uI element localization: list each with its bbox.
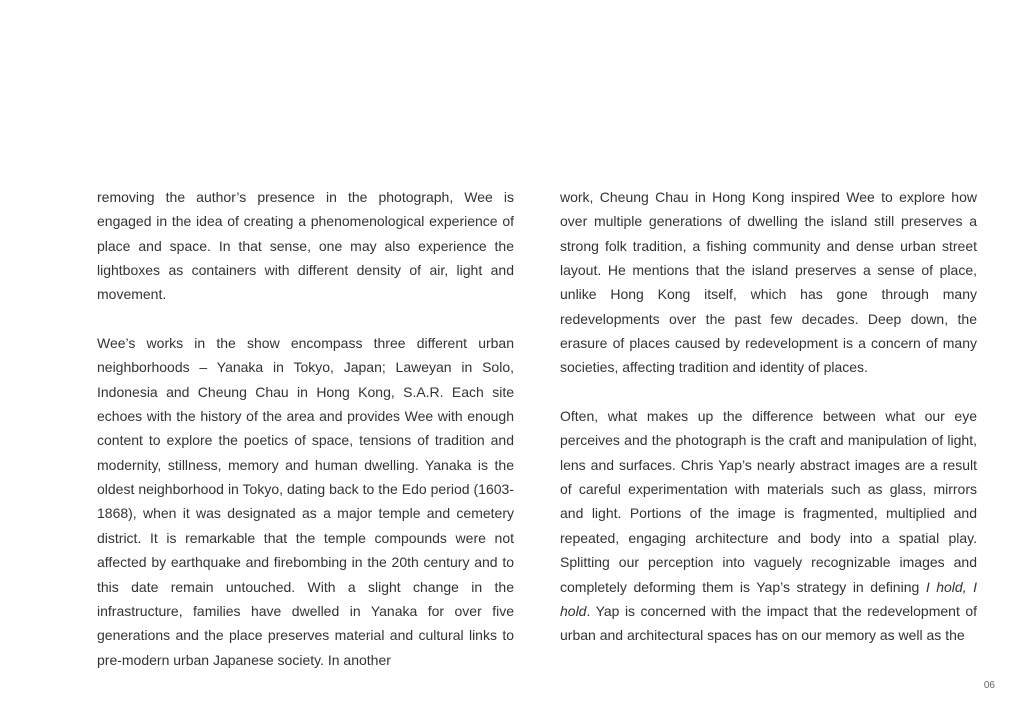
artwork-title: I hold, I hold — [560, 578, 977, 619]
paragraph-neighborhoods: Wee’s works in the show encompass three different urban neighborhoods – Yanaka in Tokyo, Japan; Laweyan in Solo, Indonesia and Cheung Chau in Hong Kong, S.A.R. Each site echoes with the history of the area and provides Wee with enough content to explore the poetics of space, tensions of tradition and modernity, stillness, memory and human dwelling. Yanaka is the oldest neighborhood in Tokyo, dating back to the Edo period (1603-1868), when it was designated as a major temple and cemetery district. It is remarkable that the temple compounds were not affected by earthquake and firebombing in the 20th century and to this date remain untouched. With a slight change in the infrastructure, families have dwelled in Yanaka for over five generations and the place preserves material and cultural links to pre-modern urban Japanese society. In another — [97, 335, 514, 668]
left-column — [97, 185, 514, 672]
paragraph-spacer — [97, 307, 514, 331]
text-run: Often, what makes up the difference between what our eye perceives and the photograph is the craft and manipulation of light, lens and surfaces. Chris Yap’s nearly abstract images are a result of careful experimentation with materials such as glass, mirrors and light. Portions of the image is fragmented, multiplied and repeated, engaging architecture and body into a spatial play. Splitting our perception into vaguely recognizable images and completely deforming them is Yap’s strategy in defining — [560, 408, 977, 595]
paragraph-spacer — [560, 380, 977, 404]
paragraph-chris-yap — [560, 404, 977, 647]
page-number: 06 — [983, 680, 995, 691]
paragraph-cheung-chau: work, Cheung Chau in Hong Kong inspired Wee to explore how over multiple generations of dwelling the island still preserves a strong folk tradition, a fishing community and dense urban street layout. He mentions that the island preserves a sense of place, unlike Hong Kong itself, which has gone through many redevelopments over the past few decades. Deep down, the erasure of places caused by redevelopment is a concern of many societies, affecting tradition and identity of places. — [560, 189, 977, 376]
paragraph-lightboxes: removing the author’s presence in the photograph, Wee is engaged in the idea of creating a phenomenological experience of place and space. In that sense, one may also experience the lightboxes as containers with different density of air, light and movement. — [97, 189, 514, 303]
right-column — [560, 185, 977, 648]
text-run: . Yap is concerned with the impact that the redevelopment of urban and architectural spaces has on our memory as well as the — [560, 602, 977, 644]
